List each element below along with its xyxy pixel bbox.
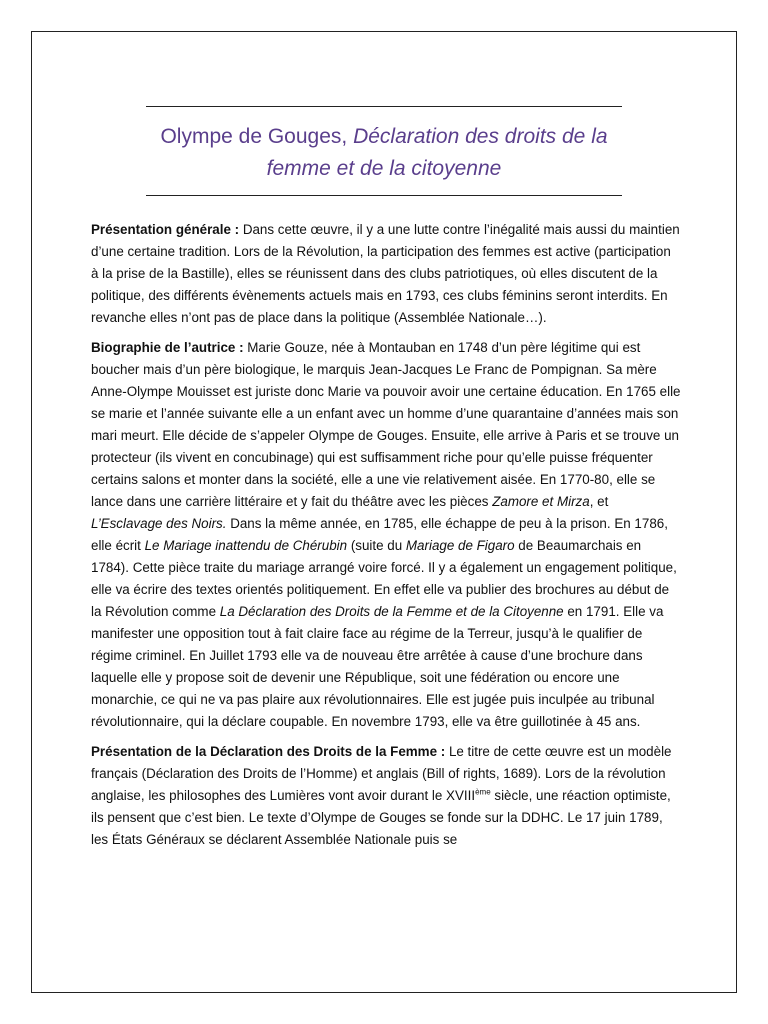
paragraph-text: Marie Gouze, née à Montauban en 1748 d’un père légitime qui est boucher mais d’un père biologique, le marquis Jean-Jacques Le Franc de Pompignan. Sa mère Anne-Olympe Mouisset est juriste donc Marie va pouvoir avoir une certaine éducation. En 1765 elle se marie et l’année suivante elle a un enfant avec un homme d’une quarantaine d’années mais son mari meurt. Elle décide de s’appeler Olympe de Gouges. Ensuite, elle arrive à Paris et se trouve un protecteur (ils vivent en concubinage) qui est suffisamment riche pour qu’elle puisse fréquenter certains salons et monter dans la société, elle a une vie relativement aisée. En 1770-80, elle se lance dans une carrière littéraire et y fait du théâtre avec les pièces [91, 340, 681, 509]
work-title: Zamore et Mirza [492, 494, 590, 509]
title-block [146, 106, 622, 196]
paragraph-text: siècle, une réaction optimiste, ils pensent que c’est bien. Le texte d’Olympe de Gouges se fonde sur la DDHC. Le 17 juin 1789, les États Généraux se déclarent Assemblée Nationale puis se [91, 788, 671, 847]
section-heading: Biographie de l’autrice : [91, 340, 244, 355]
paragraph-declaration [91, 741, 681, 851]
paragraph-text: Dans la même année, en 1785, elle échappe de peu à la prison. En 1786, elle écrit [91, 516, 668, 553]
paragraph-text: en 1791. Elle va manifester une opposition tout à fait claire face au régime de la Terreur, jusqu’à le qualifier de régime criminel. En Juillet 1793 elle va de nouveau être arrêtée à cause d’une brochure dans laquelle elle y propose soit de devenir une République, soit une fédération ou encore une monarchie, ce qui ne va pas plaire aux révolutionnaires. Elle est jugée puis inculpée au tribunal révolutionnaire, qui la déclare coupable. En novembre 1793, elle va être guillotinée à 45 ans. [91, 604, 664, 729]
title-work-line1: Déclaration des droits de la [353, 125, 608, 148]
paragraph-biographie [91, 337, 681, 733]
title-work-line2: femme et de la citoyenne [266, 157, 502, 180]
work-title: Mariage de Figaro [405, 538, 515, 553]
work-title: Le Mariage inattendu de Chérubin [144, 538, 348, 553]
title-bottom-rule [146, 195, 622, 196]
paragraph-text: de Beaumarchais en 1784). Cette pièce traite du mariage arrangé voire forcé. Il y a également un engagement politique, elle va écrire des textes orientés politiquement. En effet elle va publier des brochures au début de la Révolution comme [91, 538, 677, 619]
paragraph-text: , et [589, 494, 609, 509]
paragraph-text: (suite du [347, 538, 406, 553]
section-heading: Présentation de la Déclaration des Droits de la Femme : [91, 744, 446, 759]
paragraph-text: Le titre de cette œuvre est un modèle français (Déclaration des Droits de l’Homme) et anglais (Bill of rights, 1689). Lors de la révolution anglaise, les philosophes des Lumières vont avoir durant le XVIII [91, 744, 672, 803]
document-title [146, 121, 622, 185]
section-heading: Présentation générale : [91, 222, 240, 237]
paragraph-presentation [91, 219, 681, 329]
document-body [91, 219, 681, 859]
work-title: La Déclaration des Droits de la Femme et de la Citoyenne [219, 604, 564, 619]
superscript: ème [475, 787, 491, 797]
title-top-rule [146, 106, 622, 107]
title-author: Olympe de Gouges, [160, 125, 348, 148]
work-title: L’Esclavage des Noirs. [91, 516, 227, 531]
paragraph-text: Dans cette œuvre, il y a une lutte contre l’inégalité mais aussi du maintien d’une certaine tradition. Lors de la Révolution, la participation des femmes est active (participation à la prise de la Bastille), elles se réunissent dans des clubs patriotiques, où elles discutent de la politique, des différents évènements actuels mais en 1793, ces clubs féminins seront interdits. En revanche elles n’ont pas de place dans la politique (Assemblée Nationale…). [91, 222, 680, 325]
